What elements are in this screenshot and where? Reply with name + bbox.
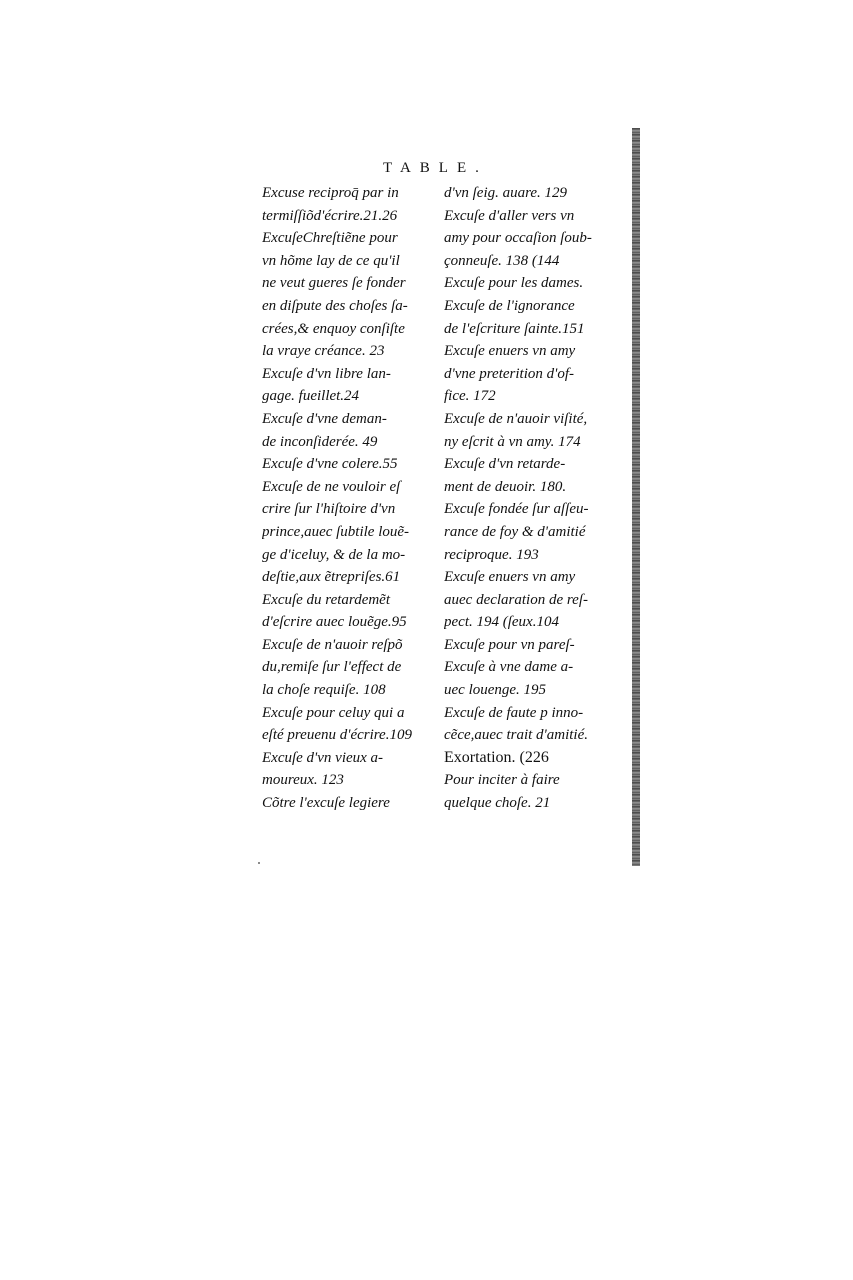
index-column-right bbox=[444, 182, 620, 815]
right-entry-line: Excuſe à vne dame a- bbox=[444, 659, 574, 676]
left-entry-line: en diſpute des choſes ſa- bbox=[262, 297, 408, 314]
right-entry-line: de l'eſcriture ſainte.151 bbox=[444, 320, 585, 337]
left-entry-line: Excuſe d'vne deman- bbox=[262, 410, 387, 427]
left-entry-line: d'eſcrire auec louẽge.95 bbox=[262, 614, 407, 631]
right-entry-line: Excuſe pour vn pareſ- bbox=[444, 636, 575, 653]
left-entry-line: la vraye créance. 23 bbox=[262, 343, 385, 360]
right-entry-line: ny eſcrit à vn amy. 174 bbox=[444, 433, 581, 450]
right-entry-line: amy pour occaſion ſoub- bbox=[444, 230, 592, 247]
page-edge-shadow bbox=[632, 128, 640, 866]
right-entry-line: Exortation. (226 bbox=[444, 748, 549, 766]
left-entry-line: Cõtre l'excuſe legiere bbox=[262, 795, 390, 812]
right-entry-line: Excuſe d'aller vers vn bbox=[444, 207, 575, 224]
right-entry-line: Excuſe de faute p inno- bbox=[444, 704, 584, 721]
right-entry-line: Excuſe pour les dames. bbox=[444, 275, 584, 292]
index-column-left bbox=[262, 182, 452, 815]
left-entry-line: eſté preuenu d'écrire.109 bbox=[262, 727, 412, 744]
right-entry-line: d'vne preterition d'of- bbox=[444, 365, 574, 382]
left-entry-line: Excuſe d'vne colere.55 bbox=[262, 456, 398, 473]
right-entry-line: Excuſe de l'ignorance bbox=[444, 297, 575, 314]
right-entry-line: Pour inciter à faire bbox=[444, 772, 560, 789]
left-entry-line: du,remiſe ſur l'effect de bbox=[262, 659, 402, 676]
right-entry-line: Excuſe de n'auoir viſité, bbox=[444, 410, 588, 427]
right-entry-line: ment de deuoir. 180. bbox=[444, 478, 567, 495]
left-entry-line: ne veut gueres ſe fonder bbox=[262, 275, 406, 292]
right-entry-line: quelque choſe. 21 bbox=[444, 795, 551, 812]
left-entry-line: prince,auec ſubtile louẽ- bbox=[262, 523, 410, 540]
right-entry-line: rance de foy & d'amitié bbox=[444, 523, 586, 540]
right-entry-line: reciproque. 193 bbox=[444, 546, 539, 563]
right-entry-line: d'vn ſeig. auare. 129 bbox=[444, 185, 568, 201]
left-entry-line: gage. fueillet.24 bbox=[262, 388, 360, 405]
left-entry-line: vn hõme lay de ce qu'il bbox=[262, 252, 400, 269]
right-entry-line: Excuſe fondée ſur aſſeu- bbox=[444, 501, 589, 518]
right-entry-line: çonneuſe. 138 (144 bbox=[444, 252, 560, 269]
left-entry-line: Excuſe d'vn libre lan- bbox=[262, 365, 391, 382]
left-entry-line: Excuſe pour celuy qui a bbox=[262, 704, 405, 721]
left-entry-line: Excuſe du retardemẽt bbox=[262, 591, 391, 608]
left-entry-line: ge d'iceluy, & de la mo- bbox=[262, 546, 406, 563]
right-entry-line: fice. 172 bbox=[444, 388, 496, 405]
right-entry-line: auec declaration de reſ- bbox=[444, 591, 588, 608]
right-entry-line: cẽce,auec trait d'amitié. bbox=[444, 727, 588, 744]
left-entry-line: Excuſe de n'auoir reſpõ bbox=[262, 636, 403, 653]
left-entry-line: crées,& enquoy conſiſte bbox=[262, 320, 405, 337]
left-entry-line: termiſſiõd'écrire.21.26 bbox=[262, 207, 398, 224]
left-entry-line: crire ſur l'hiſtoire d'vn bbox=[262, 501, 396, 518]
left-entry-line: Excuse reciproq̄ par in bbox=[262, 185, 399, 201]
left-entry-line: Excuſe d'vn vieux a- bbox=[262, 749, 384, 766]
right-entry-line: Excuſe enuers vn amy bbox=[444, 569, 576, 586]
left-entry-line: la choſe requiſe. 108 bbox=[262, 682, 386, 699]
running-title: TABLE. bbox=[383, 160, 488, 176]
ink-speck bbox=[258, 862, 260, 864]
right-entry-line: Excuſe enuers vn amy bbox=[444, 343, 576, 360]
left-entry-line: Excuſe de ne vouloir eſ bbox=[262, 478, 401, 495]
right-entry-line: pect. 194 (ſeux.104 bbox=[444, 614, 559, 631]
right-entry-line: uec louenge. 195 bbox=[444, 682, 547, 699]
left-entry-line: ExcuſeChreſtiẽne pour bbox=[262, 230, 398, 247]
left-entry-line: deſtie,aux ẽtrepriſes.61 bbox=[262, 569, 401, 586]
left-entry-line: de inconſiderée. 49 bbox=[262, 433, 378, 450]
right-entry-line: Excuſe d'vn retarde- bbox=[444, 456, 566, 473]
left-entry-line: moureux. 123 bbox=[262, 772, 344, 789]
